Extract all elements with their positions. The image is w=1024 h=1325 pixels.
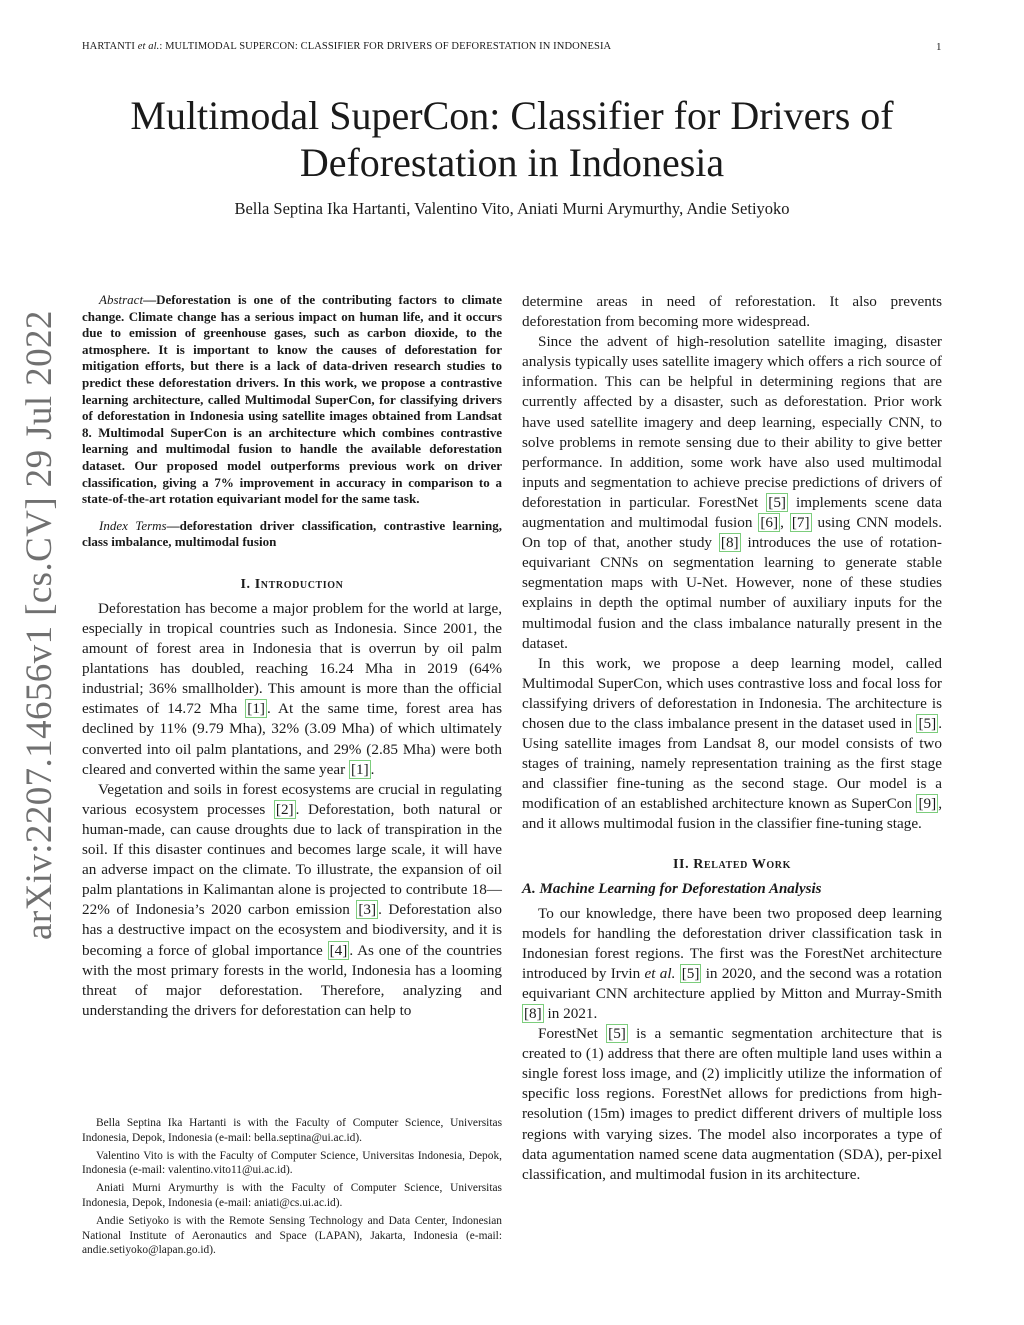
text-run: To our knowledge, there have been two proposed deep learning models for handling the deforestation driver classification task in Indonesian forest regions. The first was the ForestNet architecture introduced by Irvin xyxy=(522,904,942,982)
index-terms-text: —deforestation driver classification, contrastive learning, class imbalance, multimodal fusion xyxy=(82,517,502,550)
text-run: . Using satellite images from Landsat 8, our model consists of two stages of training, namely representation training as the first stage and classifier fine-tuning as the second stage. Our model is a modification of an established architecture known as SuperCon xyxy=(522,714,942,813)
citation-link[interactable]: [3] xyxy=(358,901,377,919)
citation-link[interactable]: [1] xyxy=(350,760,369,778)
related-paragraph-2 xyxy=(522,1024,942,1185)
arxiv-stamp[interactable]: arXiv:2207.14656v1 [cs.CV] 29 Jul 2022 xyxy=(19,310,60,940)
citation-link[interactable]: [9] xyxy=(918,795,937,813)
citation-link[interactable]: [5] xyxy=(608,1025,626,1043)
running-head xyxy=(82,41,944,52)
footnote: Andie Setiyoko is with the Remote Sensing Technology and Data Center, Indonesian National Institute of Aeronautics and Space (LAPAN), Jakarta, Indonesia (e-mail: andie.setiyoko@lapan.go.id). xyxy=(82,1214,502,1257)
text-run: , and it allows multimodal fusion in the classifier fine-tuning stage. xyxy=(522,795,942,833)
text-run: Deforestation has become a major problem for the world at large, especially in tropical countries such as Indonesia. Since 2001, the amount of forest area in Indonesia that is overrun by oil palm plantations has doubled, reaching 16.24 Mha in 2019 (64% industrial; 36% smallholder). This amount is more than the official estimates of 14.72 Mha xyxy=(82,599,502,718)
page-number: 1 xyxy=(936,41,942,53)
text-run: . Deforestation, both natural or human-made, can cause droughts due to lack of transpiration in the soil. If this disaster continues and becomes large scale, it will have an adverse impact on the climate. To illustrate, the expansion of oil palm plantations in Kalimantan alone is projected to contribute 18—22% of Indonesia’s 2020 carbon emission xyxy=(82,800,502,919)
paper-title: Multimodal SuperCon: Classifier for Drivers of Deforestation in Indonesia xyxy=(130,93,894,185)
citation-link[interactable]: [8] xyxy=(720,534,739,552)
running-head-title: : MULTIMODAL SUPERCON: CLASSIFIER FOR DRIVERS OF DEFORESTATION IN INDONESIA xyxy=(159,41,612,52)
text-run: , xyxy=(780,514,790,532)
text-run: using CNN models. On top of that, another study xyxy=(522,514,943,552)
citation-link[interactable]: [7] xyxy=(791,514,810,532)
text-run: Vegetation and soils in forest ecosystems are crucial in regulating various ecosystem processes xyxy=(82,780,502,818)
text-run: implements scene data augmentation and multimodal fusion xyxy=(522,493,942,532)
section-heading-introduction: I. Introduction xyxy=(240,576,344,592)
text-run: . Deforestation also has a destructive impact on the ecosystem and biodiversity, and it is becoming a force of global importance xyxy=(82,901,502,959)
citation-link[interactable]: [5] xyxy=(768,493,786,511)
text-run: In this work, we propose a deep learning model, called Multimodal SuperCon, which uses contrastive loss and focal loss for classifying drivers of deforestation in Indonesia. The architecture is chosen due to the class imbalance present in the dataset used in xyxy=(522,654,942,732)
citation-link[interactable]: [8] xyxy=(524,1005,542,1022)
text-run: Since the advent of high-resolution satellite imaging, disaster analysis typically uses satellite imagery which offers a rich source of information. This can be helpful in determining regions that are currently affected by a disaster, such as deforestation. Prior work have used satellite imagery and deep learning, especially CNN, to solve problems in remote sensing due to their ability to give better performance. In addition, some work have also used multimodal inputs and segmentation to achieve precise predictions of drivers of deforestation in particular. ForestNet xyxy=(522,333,942,511)
text-run: ForestNet xyxy=(538,1025,607,1043)
index-terms-label: Index Terms xyxy=(99,517,167,533)
abstract-text: —Deforestation is one of the contributing factors to climate change. Climate change has a serious impact on human life, and it occurs due to emission of greenhouse gases, such as carbon dioxide, to the atmosphere. It is important to know the causes of deforestation for mitigation efforts, but there is a lack of data-driven research studies to predict these deforestation drivers. In this work, we propose a contrastive learning architecture, called Multimodal SuperCon, for classifying drivers of deforestation in Indonesia using satellite images obtained from Landsat 8. Multimodal SuperCon is an architecture which combines contrastive learning and multimodal fusion to handle the available deforestation dataset. Our proposed model outperforms previous work on driver classification, giving a 7% improvement in accuracy in comparison to a state-of-the-art rotation equivariant model for the same task. xyxy=(82,292,502,507)
text-run: in 2020, and the second was a rotation equivariant CNN architecture applied by Mitton and Murray-Smith xyxy=(522,964,942,1002)
index-terms xyxy=(82,518,502,551)
footnote: Aniati Murni Arymurthy is with the Faculty of Computer Science, Universitas Indonesia, Depok, Indonesia (e-mail: aniati@cs.ui.ac.id). xyxy=(82,1182,502,1209)
related-paragraph-1 xyxy=(522,904,942,1025)
citation-link[interactable]: [5] xyxy=(918,714,937,732)
text-run: in 2021. xyxy=(543,1005,598,1022)
citation-link[interactable]: [6] xyxy=(760,514,779,532)
footnotes xyxy=(82,1116,502,1261)
text-run: et al. xyxy=(644,964,676,982)
running-head-author: HARTANTI xyxy=(82,41,135,52)
abstract-label: Abstract xyxy=(99,292,144,307)
footnote: Bella Septina Ika Hartanti is with the Faculty of Computer Science, Universitas Indonesia, Depok, Indonesia (e-mail: bella.septina@ui.ac.id). xyxy=(82,1117,502,1144)
text-run: . As one of the countries with the most primary forests in the world, Indonesia has a looming threat of major deforestation. Therefore, analyzing and understanding the drivers for deforestation can help to xyxy=(82,941,502,1019)
text-run: introduces the use of rotation-equivariant CNNs on segmentation learning to generate stable segmentation maps with U-Net. However, none of these studies explains in depth the optimal number of auxiliary inputs for the multimodal fusion and the class imbalance naturally present in the dataset. xyxy=(522,534,942,652)
section-heading-related-work: II. Related Work xyxy=(672,856,791,872)
intro-paragraph-1 xyxy=(82,599,502,780)
citation-link[interactable]: [1] xyxy=(247,700,265,718)
subsection-heading: A. Machine Learning for Deforestation Analysis xyxy=(522,880,822,897)
citation-link[interactable]: [5] xyxy=(681,964,700,982)
left-column xyxy=(82,292,502,1021)
text-run: . At the same time, forest area has declined by 11% (9.79 Mha), 32% (3.09 Mha) of which ultimately converted into oil palm plantations, and 29% (2.85 Mha) were both cleared and converted within the same year xyxy=(82,700,502,778)
running-head-etal: et al. xyxy=(137,41,160,52)
right-column xyxy=(522,292,942,1185)
right-paragraph-1: determine areas in need of reforestation. It also prevents deforestation from becoming more widespread. xyxy=(522,293,942,331)
right-paragraph-3 xyxy=(522,654,942,835)
right-paragraph-2 xyxy=(522,332,942,654)
text-run: is a semantic segmentation architecture that is created to (1) address that there are often multiple land uses within a single forest loss image, and (2) implicitly utilize the information of specific loss regions. ForestNet allows for predictions from high-resolution (15m) images to predict different drivers of multiple loss regions with varying sizes. The model also incorporates a type of data agumentation named scene data augmentation (SDA), per-pixel classification, and multimodal fusion in its architecture. xyxy=(522,1025,942,1183)
text-run: . xyxy=(370,760,375,778)
footnote: Valentino Vito is with the Faculty of Computer Science, Universitas Indonesia, Depok, Indonesia (e-mail: valentino.vito11@ui.ac.id). xyxy=(82,1149,502,1177)
intro-paragraph-2 xyxy=(82,780,502,1021)
author-list: Bella Septina Ika Hartanti, Valentino Vito, Aniati Murni Arymurthy, Andie Setiyoko xyxy=(234,199,790,218)
citation-link[interactable]: [4] xyxy=(329,941,348,959)
abstract xyxy=(82,292,502,508)
citation-link[interactable]: [2] xyxy=(275,800,294,818)
